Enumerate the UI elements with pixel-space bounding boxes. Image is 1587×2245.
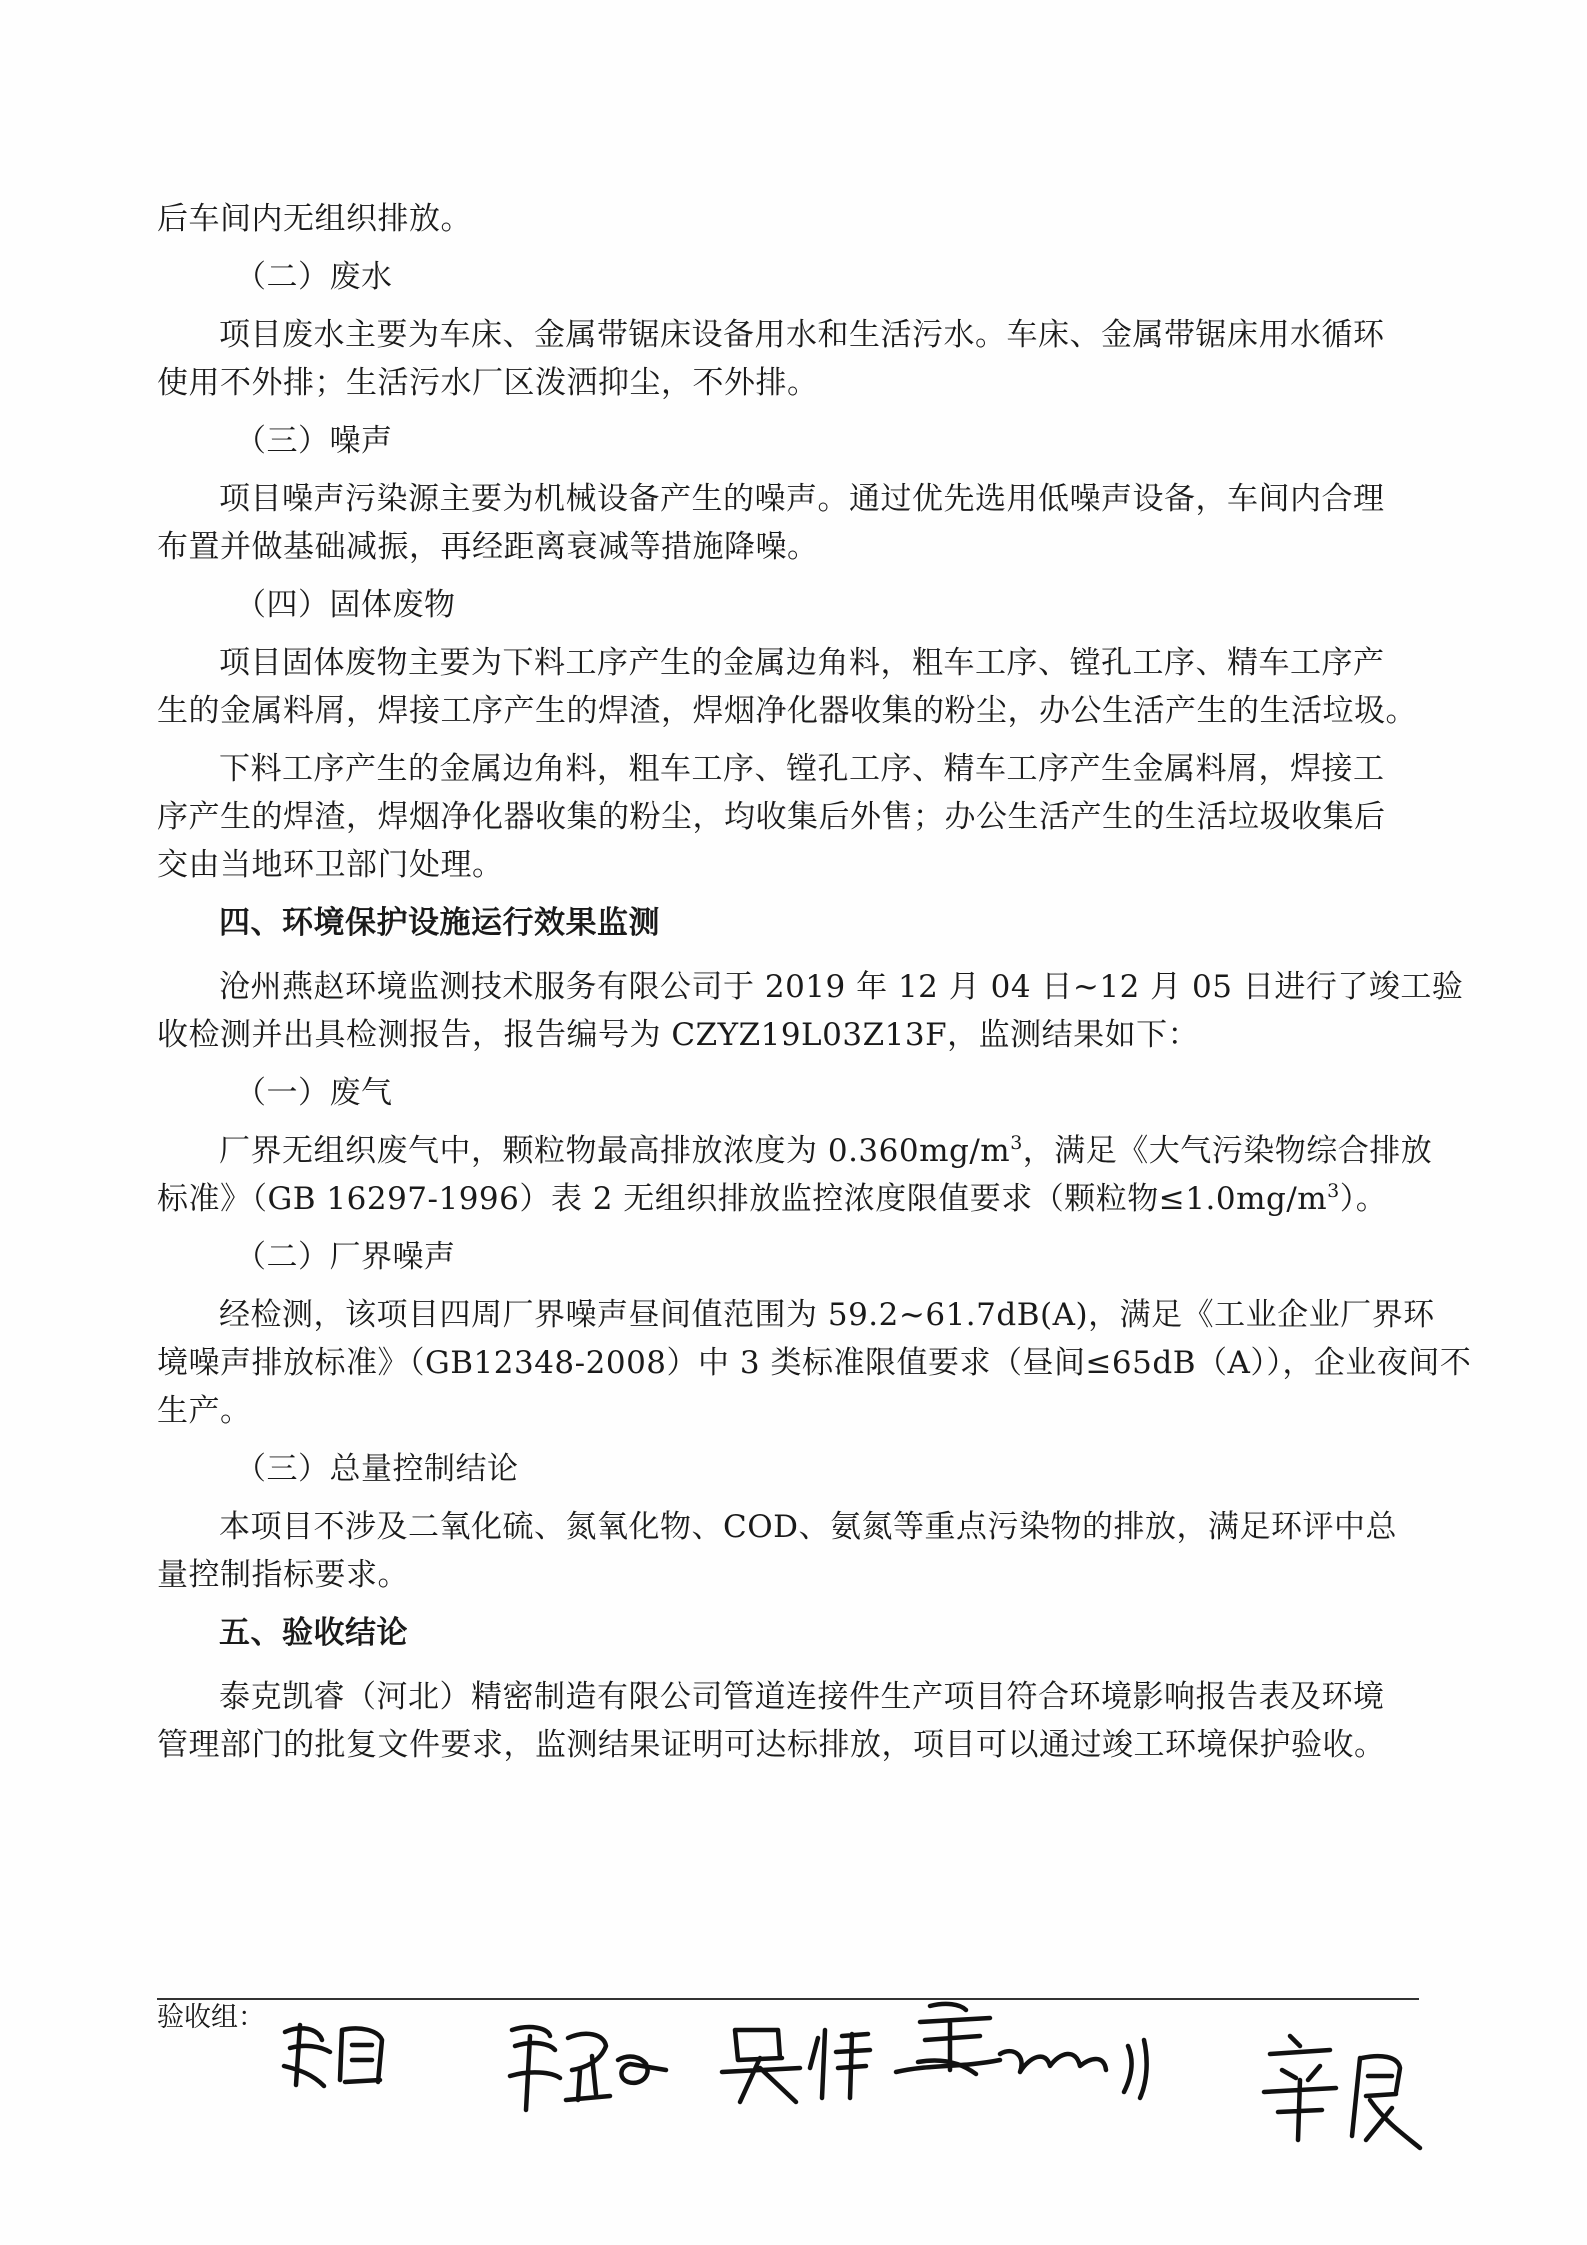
paragraph-line: 境噪声排放标准》（GB12348-2008）中 3 类标准限值要求（昼间≤65dB（A）），企业夜间不 — [157, 1345, 1472, 1381]
text-run: ，满足《大气污染物综合排放 — [1022, 1133, 1433, 1169]
paragraph-line: 布置并做基础减振，再经距离衰减等措施降噪。 — [157, 529, 819, 565]
signature-2 — [510, 2027, 666, 2110]
paragraph-line: 沧州燕赵环境监测技术服务有限公司于 2019 年 12 月 04 日~12 月 05 日进行了竣工验 — [219, 969, 1464, 1005]
paragraph-line: 本项目不涉及二氧化硫、氮氧化物、COD、氨氮等重点污染物的排放，满足环评中总 — [219, 1509, 1397, 1545]
paragraph-line: 项目固体废物主要为下料工序产生的金属边角料，粗车工序、镗孔工序、精车工序产 — [219, 645, 1385, 681]
signature-4 — [896, 2004, 1147, 2098]
section-heading-conclusion: 五、验收结论 — [219, 1615, 408, 1651]
paragraph-line: 使用不外排；生活污水厂区泼洒抑尘，不外排。 — [157, 365, 819, 401]
paragraph-line: 管理部门的批复文件要求，监测结果证明可达标排放，项目可以通过竣工环境保护验收。 — [157, 1727, 1386, 1763]
signature-1 — [284, 2025, 382, 2086]
paragraph-line: 项目噪声污染源主要为机械设备产生的噪声。通过优先选用低噪声设备，车间内合理 — [219, 481, 1385, 517]
paragraph-line: 泰克凯睿（河北）精密制造有限公司管道连接件生产项目符合环境影响报告表及环境 — [219, 1679, 1385, 1715]
paragraph-line: 交由当地环卫部门处理。 — [157, 847, 504, 883]
subsection-heading-total-control: （三）总量控制结论 — [235, 1451, 519, 1487]
document-body — [157, 195, 1472, 1769]
paragraph-line: 生的金属料屑，焊接工序产生的焊渣，焊烟净化器收集的粉尘，办公生活产生的生活垃圾。 — [157, 693, 1417, 729]
text-run: 厂界无组织废气中，颗粒物最高排放浓度为 0.360mg/m — [219, 1133, 1011, 1169]
subsection-heading-noise: （三）噪声 — [235, 423, 393, 459]
paragraph-line: 生产。 — [157, 1393, 252, 1429]
acceptance-group-label: 验收组： — [157, 2002, 265, 2033]
subsection-heading-exhaust: （一）废气 — [235, 1075, 393, 1111]
paragraph-line — [157, 1127, 1433, 1175]
superscript: 3 — [1010, 1132, 1023, 1154]
paragraph-line: 收检测并出具检测报告，报告编号为 CZYZ19L03Z13F，监测结果如下： — [157, 1017, 1200, 1053]
paragraph-line: 项目废水主要为车床、金属带锯床设备用水和生活污水。车床、金属带锯床用水循环 — [219, 317, 1385, 353]
paragraph-line: 量控制指标要求。 — [157, 1557, 409, 1593]
section-heading-monitoring: 四、环境保护设施运行效果监测 — [219, 905, 660, 941]
paragraph-line: 后车间内无组织排放。 — [157, 201, 472, 237]
paragraph-line: 序产生的焊渣，焊烟净化器收集的粉尘，均收集后外售；办公生活产生的生活垃圾收集后 — [157, 799, 1386, 835]
subsection-heading-solid-waste: （四）固体废物 — [235, 587, 456, 623]
paragraph-line: 下料工序产生的金属边角料，粗车工序、镗孔工序、精车工序产生金属料屑，焊接工 — [219, 751, 1385, 787]
subsection-heading-boundary-noise: （二）厂界噪声 — [235, 1239, 456, 1275]
text-run: 标准》（GB 16297-1996）表 2 无组织排放监控浓度限值要求（颗粒物≤1.0mg/m — [157, 1181, 1328, 1217]
paragraph-line — [157, 1175, 1427, 1223]
superscript: 3 — [1327, 1180, 1340, 1202]
signature-3 — [722, 2030, 870, 2102]
subsection-heading-wastewater: （二）废水 — [235, 259, 393, 295]
text-run: ）。 — [1339, 1181, 1388, 1217]
signature-divider — [157, 1998, 1419, 2000]
signature-5 — [1264, 2036, 1420, 2148]
paragraph-line: 经检测，该项目四周厂界噪声昼间值范围为 59.2~61.7dB(A)，满足《工业企业厂界环 — [219, 1297, 1435, 1333]
